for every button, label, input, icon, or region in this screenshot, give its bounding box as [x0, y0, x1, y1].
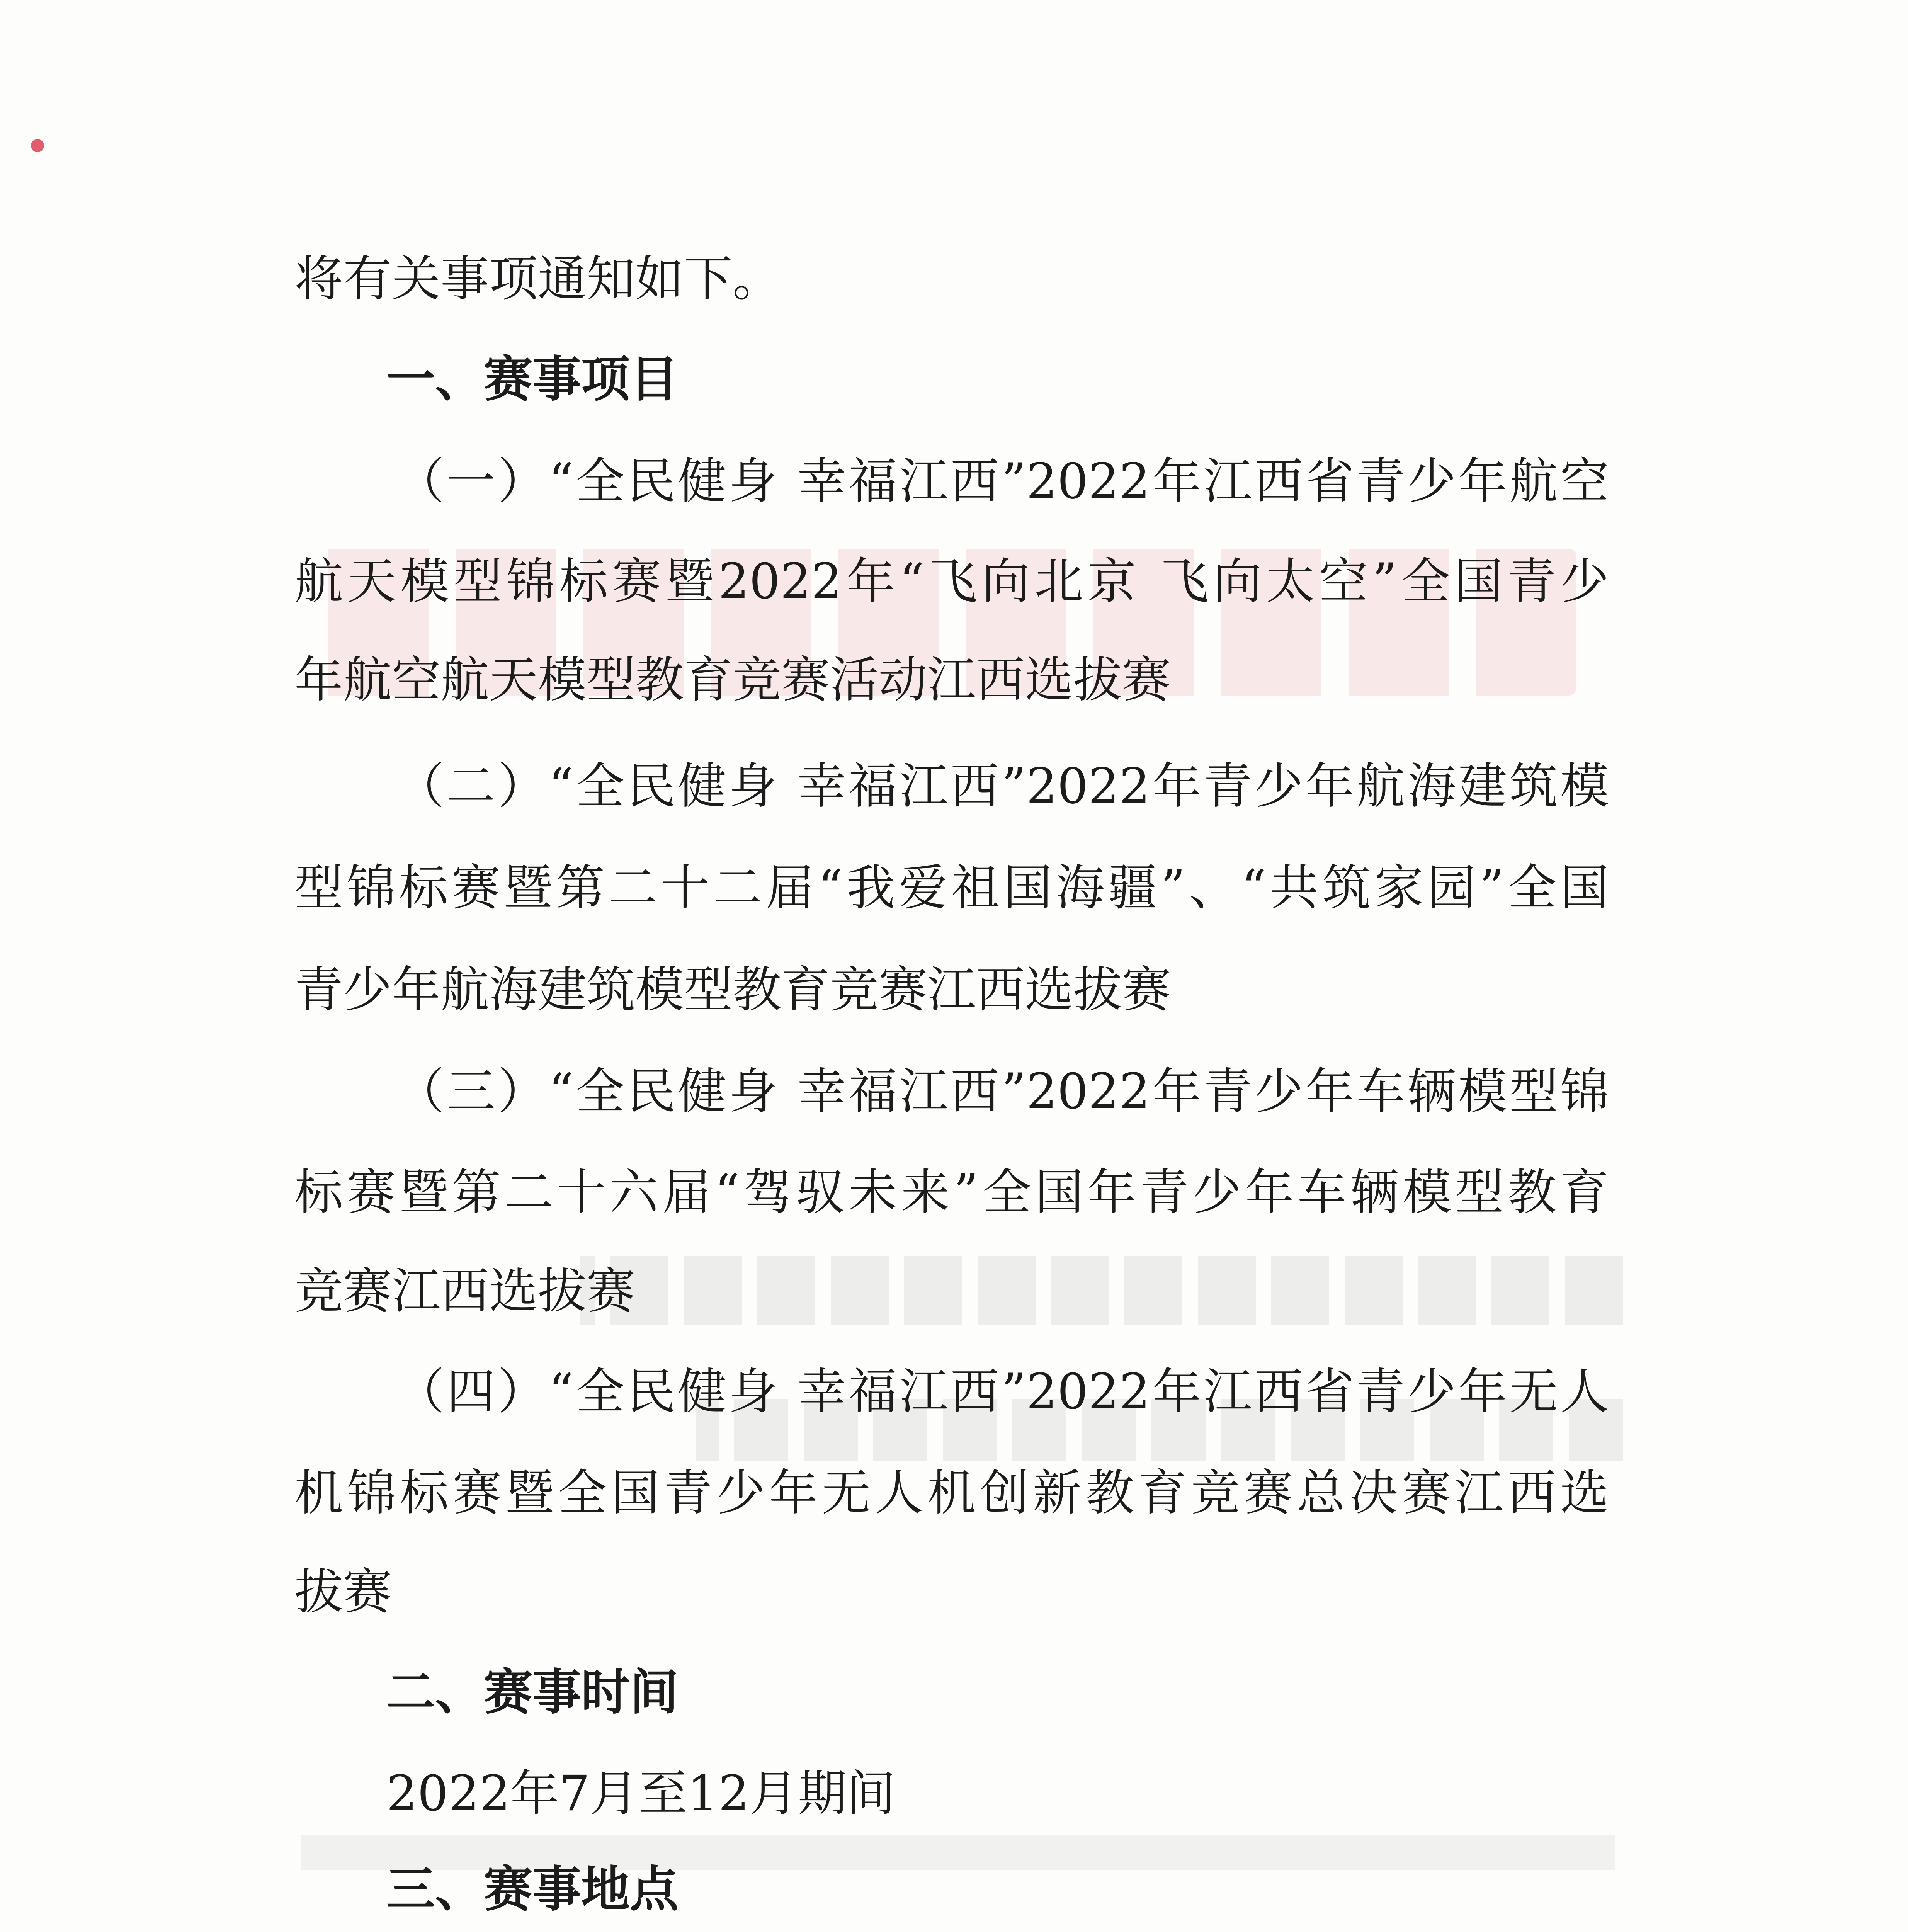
- body-line: 机锦标赛暨全国青少年无人机创新教育竞赛总决赛江西选: [294, 1464, 1609, 1521]
- body-line: 拔赛: [294, 1563, 392, 1620]
- body-line: 年航空航天模型教育竞赛活动江西选拔赛: [294, 651, 1171, 708]
- body-line: （二）“全民健身 幸福江西”2022年青少年航海建筑模: [396, 758, 1609, 815]
- section-heading-3: 三、赛事地点: [386, 1861, 679, 1918]
- bleed-through-title-block: [580, 1256, 1623, 1325]
- body-line: （四）“全民健身 幸福江西”2022年江西省青少年无人: [396, 1363, 1609, 1420]
- section-heading-1: 一、赛事项目: [386, 351, 679, 408]
- body-line: 2022年7月至12月期间: [386, 1765, 896, 1822]
- body-line: 航天模型锦标赛暨2022年“飞向北京 飞向太空”全国青少: [294, 553, 1609, 610]
- section-heading-2: 二、赛事时间: [386, 1664, 679, 1721]
- body-line: 竞赛江西选拔赛: [294, 1263, 635, 1320]
- body-line: （一）“全民健身 幸福江西”2022年江西省青少年航空: [396, 453, 1609, 510]
- body-line: 青少年航海建筑模型教育竞赛江西选拔赛: [294, 961, 1171, 1018]
- body-line: 将有关事项通知如下。: [294, 250, 781, 307]
- body-line: （三）“全民健身 幸福江西”2022年青少年车辆模型锦: [396, 1063, 1609, 1120]
- body-line: 标赛暨第二十六届“驾驭未来”全国年青少年车辆模型教育: [294, 1164, 1609, 1221]
- body-line: 型锦标赛暨第二十二届“我爱祖国海疆”、“共筑家园”全国: [294, 859, 1609, 916]
- red-ink-dot: [31, 139, 44, 152]
